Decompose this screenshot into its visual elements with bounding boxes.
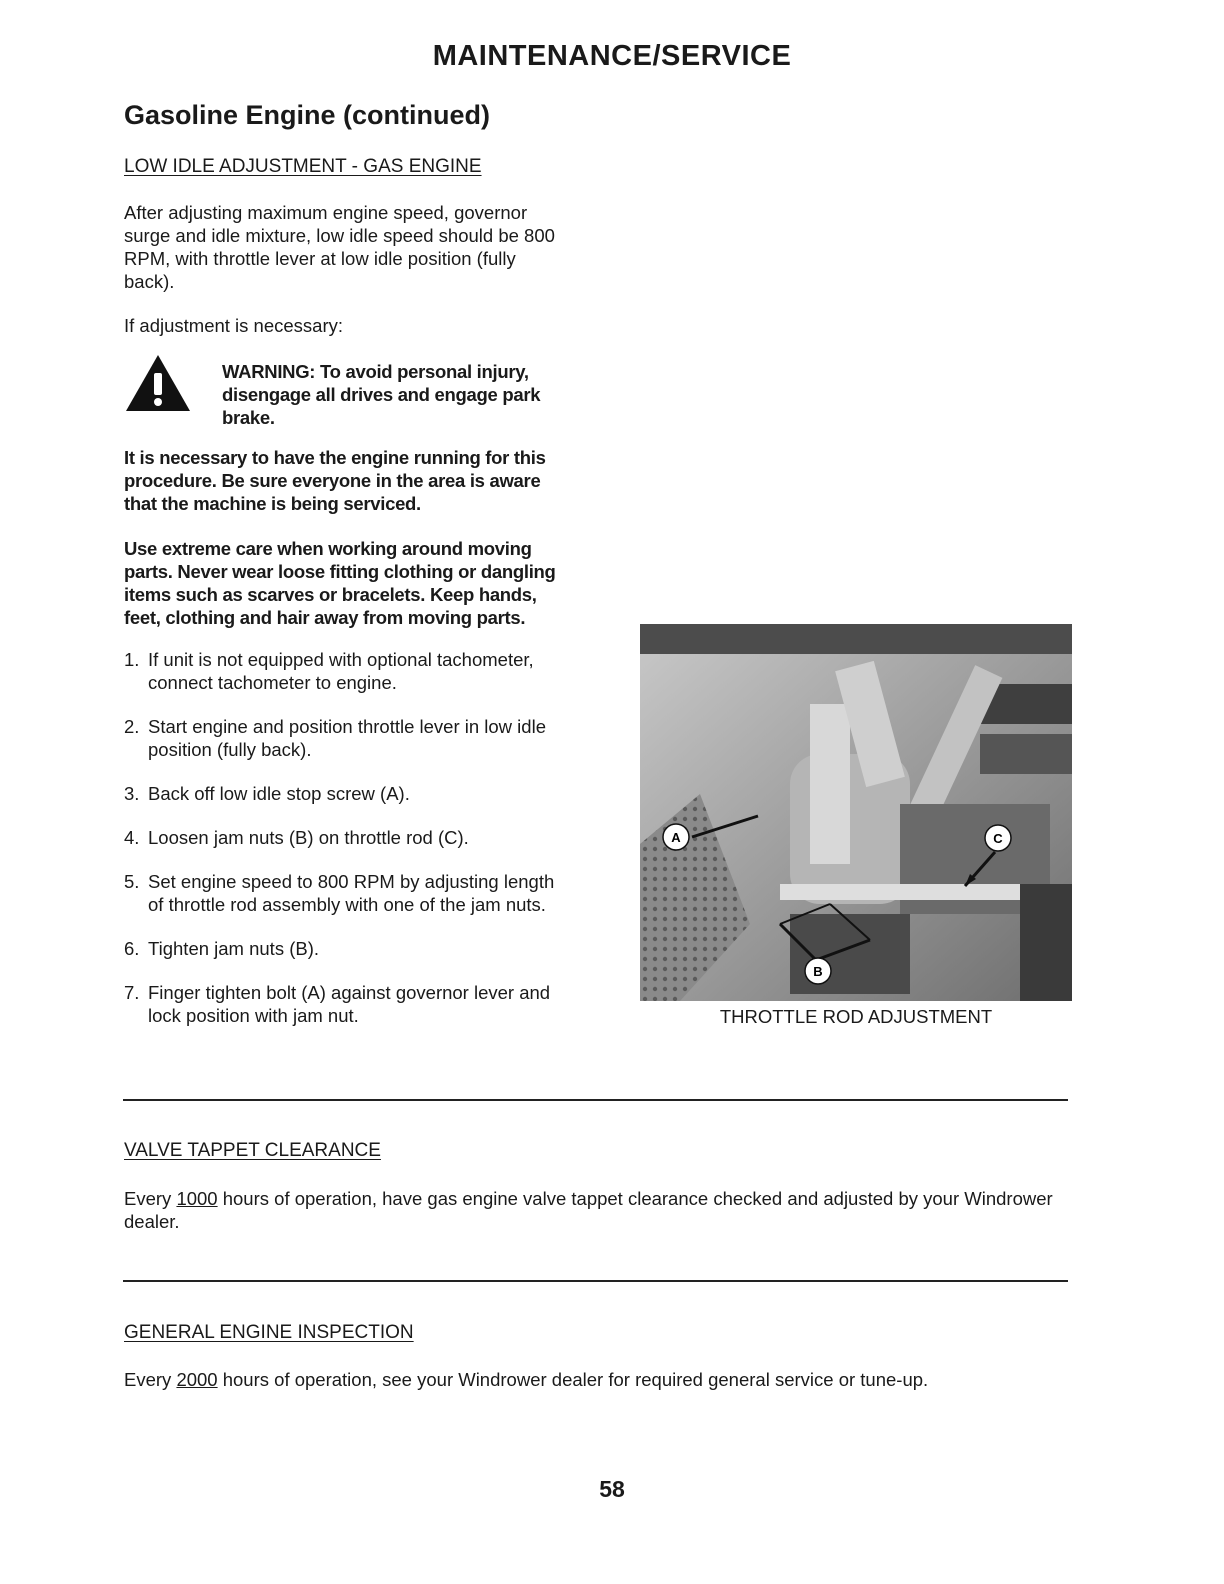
inspection-hours: 2000 [176, 1369, 218, 1390]
step-number: 7. [124, 982, 140, 1003]
callout-a-label: A [671, 830, 681, 845]
low-idle-intro: After adjusting maximum engine speed, governor surge and idle mixture, low idle speed should be 800 RPM, with throttle lever at low idle position (fully back). [124, 202, 555, 292]
step-item [124, 715, 564, 761]
step-number: 4. [124, 827, 140, 848]
valve-prefix: Every [124, 1188, 172, 1209]
step-item [124, 648, 564, 694]
step-item [124, 782, 564, 805]
callout-c-label: C [993, 831, 1003, 846]
engine-inspection-heading: GENERAL ENGINE INSPECTION [124, 1322, 414, 1343]
step-text: Set engine speed to 800 RPM by adjusting length of throttle rod assembly with one of the jam nuts. [148, 871, 555, 915]
procedure-steps [124, 648, 564, 1048]
low-idle-heading: LOW IDLE ADJUSTMENT - GAS ENGINE [124, 156, 482, 177]
valve-hours: 1000 [176, 1188, 218, 1209]
step-text: Loosen jam nuts (B) on throttle rod (C). [148, 827, 469, 848]
step-text: Tighten jam nuts (B). [148, 938, 320, 959]
step-item [124, 826, 564, 849]
inspection-suffix: hours of operation, see your Windrower dealer for required general service or tune-up. [222, 1369, 929, 1390]
section-divider [123, 1280, 1068, 1282]
throttle-rod-photo [640, 624, 1072, 1001]
step-text: If unit is not equipped with optional tachometer, connect tachometer to engine. [148, 649, 534, 693]
step-number: 5. [124, 871, 140, 892]
step-item [124, 937, 564, 960]
if-necessary-text: If adjustment is necessary: [124, 315, 344, 336]
page-header: MAINTENANCE/SERVICE [432, 40, 792, 72]
page-number: 58 [599, 1476, 625, 1502]
warning-text: WARNING: To avoid personal injury, disengage all drives and engage park brake. [222, 361, 541, 428]
valve-tappet-text [124, 1187, 1068, 1233]
step-number: 2. [124, 716, 140, 737]
callout-b-label: B [813, 964, 823, 979]
section-title: Gasoline Engine (continued) [124, 100, 491, 130]
step-text: Back off low idle stop screw (A). [148, 783, 410, 804]
step-item [124, 981, 564, 1027]
step-number: 3. [124, 783, 140, 804]
caution-moving-parts-text: Use extreme care when working around moving parts. Never wear loose fitting clothing or dangling items such as scarves or bracelets. Keep hands, feet, clothing and hair away from moving parts. [124, 538, 556, 628]
caution-running-text: It is necessary to have the engine running for this procedure. Be sure everyone in the area is aware that the machine is being serviced. [124, 447, 546, 514]
warning-triangle-icon [124, 353, 192, 413]
step-text: Start engine and position throttle lever in low idle position (fully back). [148, 716, 546, 760]
step-item [124, 870, 564, 916]
engine-inspection-text [124, 1368, 1068, 1391]
inspection-prefix: Every [124, 1369, 172, 1390]
step-text: Finger tighten bolt (A) against governor lever and lock position with jam nut. [148, 982, 551, 1026]
step-number: 6. [124, 938, 140, 959]
valve-suffix: hours of operation, have gas engine valve tappet clearance checked and adjusted by your Windrower dealer. [124, 1188, 1053, 1232]
step-number: 1. [124, 649, 140, 670]
figure-caption: THROTTLE ROD ADJUSTMENT [719, 1006, 993, 1027]
section-divider [123, 1099, 1068, 1101]
valve-tappet-heading: VALVE TAPPET CLEARANCE [124, 1140, 381, 1161]
